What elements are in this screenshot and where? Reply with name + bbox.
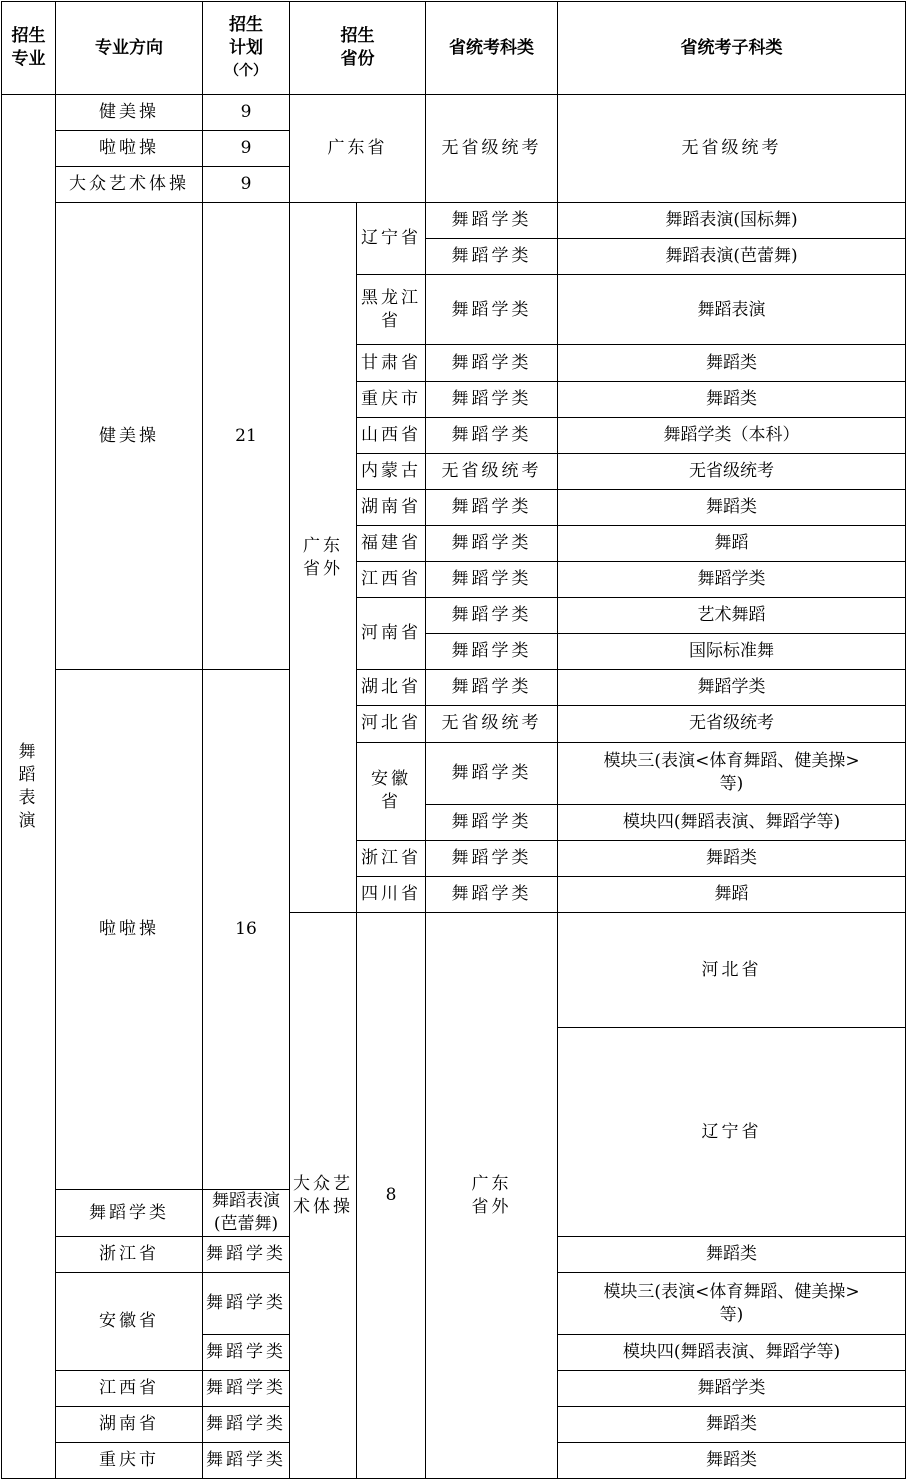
province-cell: 辽宁省 <box>357 203 426 275</box>
exam-subsubject-cell: 舞蹈学类 <box>558 670 906 706</box>
province-cell: 河南省 <box>357 598 426 670</box>
exam-subject-cell: 舞蹈学类 <box>426 840 558 876</box>
province-guangdong: 广东省 <box>290 95 426 203</box>
province-cell: 四川省 <box>357 876 426 912</box>
province-cell: 甘肃省 <box>357 345 426 381</box>
exam-subsubject-cell: 舞蹈类 <box>558 381 906 417</box>
exam-subject-cell: 舞蹈学类 <box>56 1190 203 1237</box>
plan-cell: 21 <box>203 203 290 670</box>
exam-subject-cell: 舞蹈学类 <box>203 1371 290 1407</box>
province-cell: 湖南省 <box>56 1407 203 1443</box>
header-direction: 专业方向 <box>56 2 203 95</box>
exam-subsubject-cell: 舞蹈类 <box>558 1443 906 1479</box>
province-cell: 江西省 <box>357 562 426 598</box>
exam-subsubject-cell: 舞蹈表演(芭蕾舞) <box>558 239 906 275</box>
table-row <box>2 670 906 706</box>
header-plan <box>203 2 290 95</box>
exam-subject-cell: 舞蹈学类 <box>426 275 558 345</box>
exam-subsubject-cell: 舞蹈类 <box>558 489 906 525</box>
province-cell: 河北省 <box>357 706 426 742</box>
province-cell: 湖南省 <box>357 489 426 525</box>
exam-subject-cell: 舞蹈学类 <box>203 1335 290 1371</box>
exam-subject-cell: 舞蹈学类 <box>426 562 558 598</box>
province-cell: 安徽 省 <box>357 742 426 840</box>
exam-subsubject-cell: 艺术舞蹈 <box>558 598 906 634</box>
plan-cell: 9 <box>203 167 290 203</box>
header-plan-label: 招生 计划 <box>229 14 263 58</box>
province-cell: 重庆市 <box>357 381 426 417</box>
exam-subject-cell: 舞蹈学类 <box>426 417 558 453</box>
plan-cell: 9 <box>203 131 290 167</box>
exam-subsubject-cell: 舞蹈学类 <box>558 1371 906 1407</box>
plan-cell: 8 <box>357 912 426 1479</box>
region-outside-guangdong: 广东 省外 <box>426 912 558 1479</box>
exam-subject-cell: 舞蹈学类 <box>203 1443 290 1479</box>
exam-subsubject-cell: 舞蹈 <box>558 525 906 561</box>
major-cell: 舞 蹈 表 演 <box>2 95 56 1479</box>
direction-cell: 大众艺术体操 <box>290 912 357 1479</box>
direction-cell: 健美操 <box>56 203 203 670</box>
plan-cell: 16 <box>203 670 290 1190</box>
exam-subject-cell: 舞蹈学类 <box>426 670 558 706</box>
exam-subsubject-cell: 舞蹈 <box>558 876 906 912</box>
exam-subsubject-cell: 模块三(表演<体育舞蹈、健美操> 等) <box>558 1273 906 1335</box>
province-cell: 辽宁省 <box>558 1028 906 1236</box>
header-major: 招生 专业 <box>2 2 56 95</box>
direction-cell: 啦啦操 <box>56 670 203 1190</box>
exam-subject-cell: 舞蹈学类 <box>426 634 558 670</box>
exam-subject-cell: 舞蹈学类 <box>426 203 558 239</box>
exam-subject-cell: 舞蹈学类 <box>426 804 558 840</box>
exam-subsubject-cell: 无省级统考 <box>558 95 906 203</box>
exam-subject-cell: 舞蹈学类 <box>203 1236 290 1272</box>
header-exam-subsubject: 省统考子科类 <box>558 2 906 95</box>
exam-subsubject-cell: 无省级统考 <box>558 706 906 742</box>
exam-subject-cell: 舞蹈学类 <box>426 742 558 804</box>
exam-subsubject-cell: 无省级统考 <box>558 453 906 489</box>
enrollment-table <box>1 1 906 1479</box>
exam-subject-cell: 舞蹈学类 <box>426 381 558 417</box>
province-cell: 浙江省 <box>357 840 426 876</box>
province-cell: 浙江省 <box>56 1236 203 1272</box>
exam-subject-cell: 无省级统考 <box>426 95 558 203</box>
exam-subject-cell: 舞蹈学类 <box>203 1273 290 1335</box>
exam-subsubject-cell: 舞蹈类 <box>558 345 906 381</box>
province-cell: 河北省 <box>558 912 906 1028</box>
province-cell: 黑龙江 省 <box>357 275 426 345</box>
exam-subsubject-cell: 舞蹈类 <box>558 1407 906 1443</box>
header-exam-subject: 省统考科类 <box>426 2 558 95</box>
province-cell: 福建省 <box>357 525 426 561</box>
exam-subject-cell: 舞蹈学类 <box>426 598 558 634</box>
province-cell: 山西省 <box>357 417 426 453</box>
header-plan-unit: （个） <box>225 63 267 80</box>
exam-subject-cell: 舞蹈学类 <box>426 489 558 525</box>
exam-subsubject-cell: 模块三(表演<体育舞蹈、健美操> 等) <box>558 742 906 804</box>
province-cell: 重庆市 <box>56 1443 203 1479</box>
direction-cell: 啦啦操 <box>56 131 203 167</box>
exam-subsubject-cell: 舞蹈学类 <box>558 562 906 598</box>
header-province: 招生 省份 <box>290 2 426 95</box>
exam-subsubject-cell: 模块四(舞蹈表演、舞蹈学等) <box>558 1335 906 1371</box>
exam-subsubject-cell: 舞蹈表演 <box>558 275 906 345</box>
exam-subsubject-cell: 舞蹈表演(国标舞) <box>558 203 906 239</box>
plan-cell: 9 <box>203 95 290 131</box>
province-cell: 湖北省 <box>357 670 426 706</box>
exam-subject-cell: 舞蹈学类 <box>426 345 558 381</box>
exam-subject-cell: 舞蹈学类 <box>426 239 558 275</box>
table-row <box>2 95 906 131</box>
exam-subject-cell: 无省级统考 <box>426 706 558 742</box>
province-cell: 江西省 <box>56 1371 203 1407</box>
exam-subsubject-cell: 舞蹈学类（本科） <box>558 417 906 453</box>
exam-subject-cell: 无省级统考 <box>426 453 558 489</box>
province-cell: 安徽省 <box>56 1273 203 1371</box>
direction-cell: 大众艺术体操 <box>56 167 203 203</box>
exam-subsubject-cell: 国际标准舞 <box>558 634 906 670</box>
exam-subsubject-cell: 模块四(舞蹈表演、舞蹈学等) <box>558 804 906 840</box>
direction-cell: 健美操 <box>56 95 203 131</box>
exam-subsubject-cell: 舞蹈类 <box>558 840 906 876</box>
exam-subsubject-cell: 舞蹈表演(芭蕾舞) <box>203 1190 290 1237</box>
exam-subject-cell: 舞蹈学类 <box>426 876 558 912</box>
province-cell: 内蒙古 <box>357 453 426 489</box>
exam-subsubject-cell: 舞蹈类 <box>558 1236 906 1272</box>
table-row <box>2 203 906 239</box>
exam-subject-cell: 舞蹈学类 <box>203 1407 290 1443</box>
exam-subject-cell: 舞蹈学类 <box>426 525 558 561</box>
region-outside-guangdong: 广东 省外 <box>290 203 357 913</box>
